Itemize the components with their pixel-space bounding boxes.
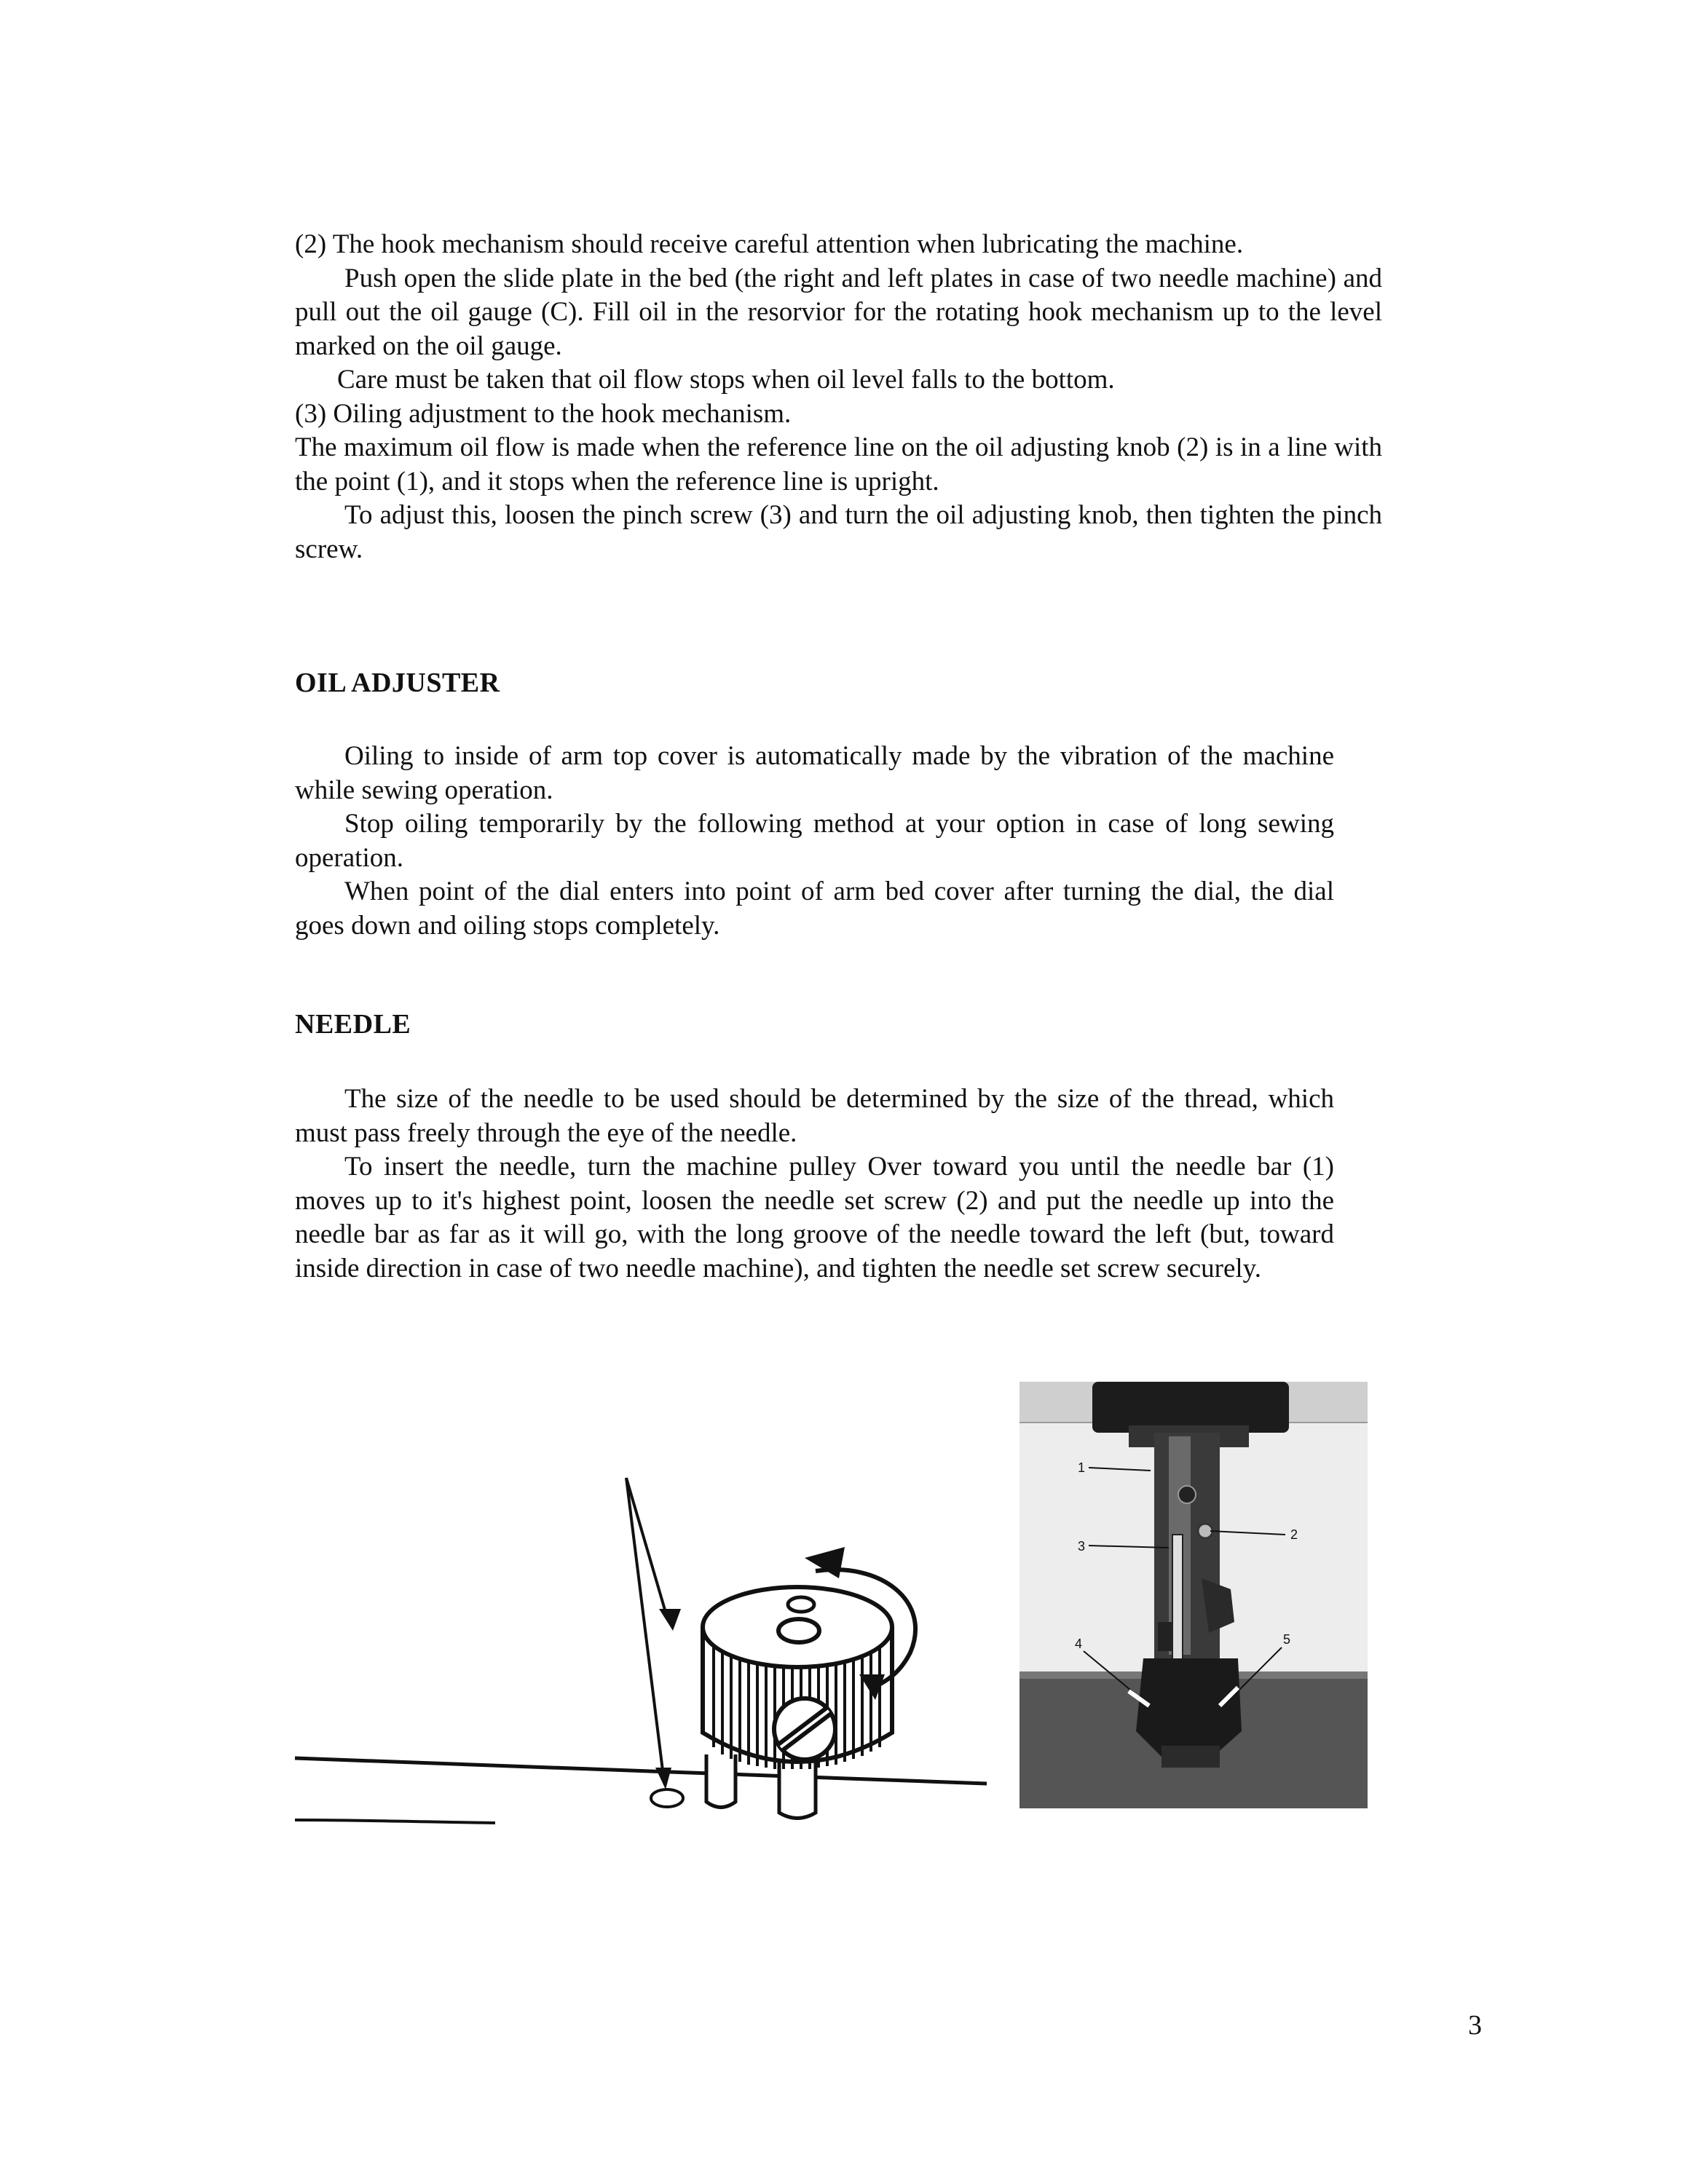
callout-5: 5	[1283, 1632, 1291, 1647]
oil-adjuster-paragraph-3: When point of the dial enters into point of arm bed cover after turning the dial, the dial goes down and oiling stops completely.	[295, 877, 1334, 941]
oil-flow-caution-paragraph: Care must be taken that oil flow stops when oil level falls to the bottom.	[337, 365, 1115, 395]
maximum-oil-flow-paragraph: The maximum oil flow is made when the reference line on the oil adjusting knob (2) is in a line with the point (1), and it stops when the reference line is upright.	[295, 432, 1382, 496]
needle-heading: NEEDLE	[295, 1009, 411, 1040]
oil-adjuster-body	[295, 740, 1334, 943]
pinch-screw-paragraph: To adjust this, loosen the pinch screw (3) and turn the oil adjusting knob, then tighten the pinch screw.	[295, 500, 1382, 564]
page-number: 3	[1468, 2010, 1482, 2041]
needle-body	[295, 1083, 1334, 1286]
oil-adjuster-paragraph-2: Stop oiling temporarily by the following method at your option in case of long sewing operation.	[295, 809, 1334, 873]
callout-4: 4	[1075, 1637, 1083, 1651]
oiling-adjustment-item: (3) Oiling adjustment to the hook mechanism.	[295, 398, 792, 429]
oil-dial-illustration	[291, 1456, 990, 1849]
hook-mechanism-item	[295, 228, 1382, 566]
oil-adjuster-paragraph-1: Oiling to inside of arm top cover is automatically made by the vibration of the machine while sewing operation.	[295, 741, 1334, 805]
needle-bar-photo	[1019, 1382, 1368, 1808]
oil-adjuster-heading: OIL ADJUSTER	[295, 668, 500, 698]
needle-insert-paragraph: To insert the needle, turn the machine pulley Over toward you until the needle bar (1) moves up to it's highest point, loosen the needle set screw (2) and put the needle up into the needle bar as far as it will go, with the long groove of the needle toward the left (but, toward inside direction in case of two needle machine), and tighten the needle set screw securely.	[295, 1152, 1334, 1283]
callout-2: 2	[1290, 1527, 1298, 1542]
callout-1: 1	[1078, 1460, 1086, 1475]
hook-mechanism-paragraph: (2) The hook mechanism should receive careful attention when lubricating the machine.	[295, 229, 1244, 259]
callout-3: 3	[1078, 1539, 1086, 1554]
needle-size-paragraph: The size of the needle to be used should be determined by the size of the thread, which must pass freely through the eye of the needle.	[295, 1084, 1334, 1148]
slide-plate-paragraph: Push open the slide plate in the bed (the right and left plates in case of two needle machine) and pull out the oil gauge (C). Fill oil in the resorvior for the rotating hook mechanism up to the level marked on the oil gauge.	[295, 263, 1382, 361]
